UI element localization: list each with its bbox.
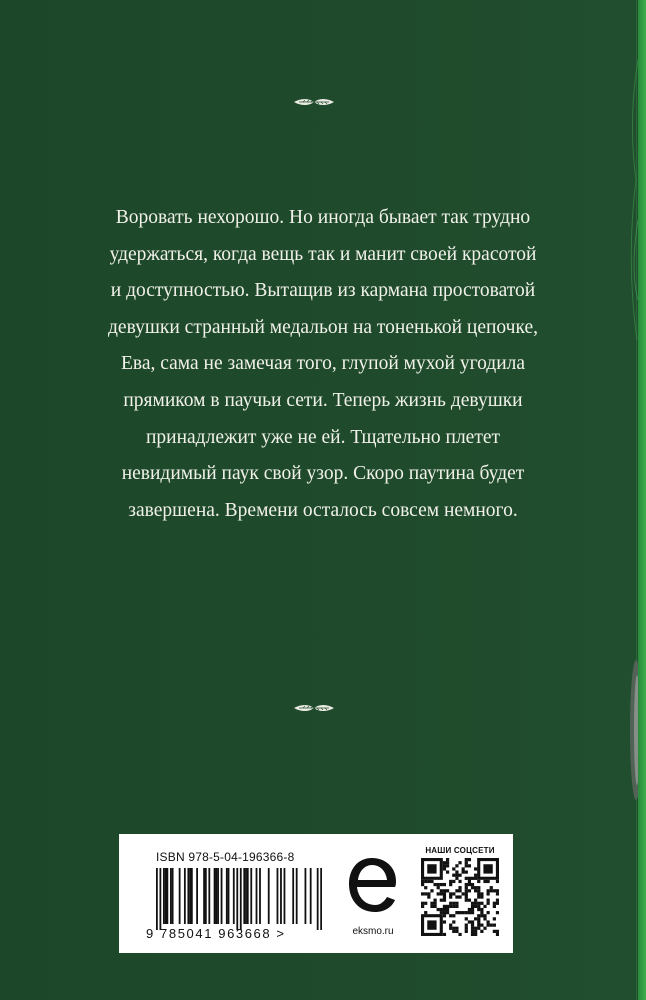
barcode-bar xyxy=(170,868,172,924)
description-line: и доступностью. Вытащив из кармана простоватой xyxy=(110,280,536,302)
description-line: удержаться, когда вещь так и манит своей красотой xyxy=(109,243,537,265)
publisher-website: eksmo.ru xyxy=(352,926,394,937)
barcode-bar xyxy=(240,868,242,930)
description-line: девушки странный медальон на тоненькой цепочке, xyxy=(108,316,538,338)
barcode-bar xyxy=(280,868,282,924)
leaf-ornament-icon xyxy=(293,97,335,107)
barcode-bar xyxy=(245,868,247,924)
barcode-bar xyxy=(243,868,245,924)
barcode-bar xyxy=(159,868,161,930)
barcode-bar xyxy=(203,868,205,924)
barcode-bar xyxy=(233,868,235,924)
spine-edge xyxy=(638,0,646,1000)
barcode-bar xyxy=(236,868,238,930)
barcode-bar xyxy=(189,868,191,924)
description-line: Ева, сама не замечая того, глупой мухой угодила xyxy=(120,353,526,375)
barcode-icon xyxy=(156,868,322,930)
barcode-bar xyxy=(196,868,198,924)
barcode-bar xyxy=(208,868,210,924)
barcode-bar xyxy=(226,868,228,924)
barcode-bar xyxy=(320,868,322,930)
barcode-bar xyxy=(191,868,193,924)
barcode-number: 9 785041 963668 > xyxy=(146,926,286,941)
barcode-bar xyxy=(292,868,294,924)
qr-code-icon xyxy=(421,858,499,936)
barcode-bar xyxy=(215,868,217,924)
spine-art-strip xyxy=(624,40,638,800)
barcode-bar xyxy=(247,868,249,924)
barcode-bar xyxy=(250,868,252,924)
barcode-bar xyxy=(256,868,258,924)
barcode-bar xyxy=(296,868,298,924)
barcode-bar xyxy=(156,868,158,930)
leaf-ornament-icon xyxy=(293,703,335,713)
barcode-bar xyxy=(259,868,261,924)
description-line: завершена. Времени осталось совсем немного. xyxy=(128,499,518,521)
description-line: невидимый паук свой узор. Скоро паутина будет xyxy=(121,463,525,485)
description-line: принадлежит уже не ей. Тщательно плетет xyxy=(145,426,501,448)
barcode-bar xyxy=(317,868,319,930)
barcode-bar xyxy=(284,868,286,924)
eksmo-logo-icon xyxy=(345,854,399,920)
barcode-bar xyxy=(184,868,186,924)
barcode-bar xyxy=(205,868,207,924)
book-description xyxy=(62,200,584,529)
barcode-bar xyxy=(214,868,216,924)
barcode-bar xyxy=(228,868,230,924)
barcode-bar xyxy=(187,868,189,924)
barcode-bar xyxy=(166,868,168,924)
description-line: Воровать нехорошо. Но иногда бывает так трудно xyxy=(115,207,531,228)
isbn-text: ISBN 978-5-04-196366-8 xyxy=(156,850,295,864)
barcode-bar xyxy=(268,868,270,924)
barcode-bar xyxy=(163,868,165,924)
barcode-bar xyxy=(179,868,181,924)
barcode-bar xyxy=(217,868,219,924)
barcode-bar xyxy=(221,868,223,924)
barcode-bar xyxy=(165,868,167,924)
barcode-bar xyxy=(277,868,279,924)
barcode-label xyxy=(119,834,513,953)
social-heading: НАШИ СОЦСЕТИ xyxy=(425,846,495,855)
description-line: прямиком в паучьи сети. Теперь жизнь девушки xyxy=(123,389,523,411)
barcode-bar xyxy=(310,868,312,924)
barcode-bar xyxy=(305,868,307,924)
barcode-bar xyxy=(172,868,174,924)
